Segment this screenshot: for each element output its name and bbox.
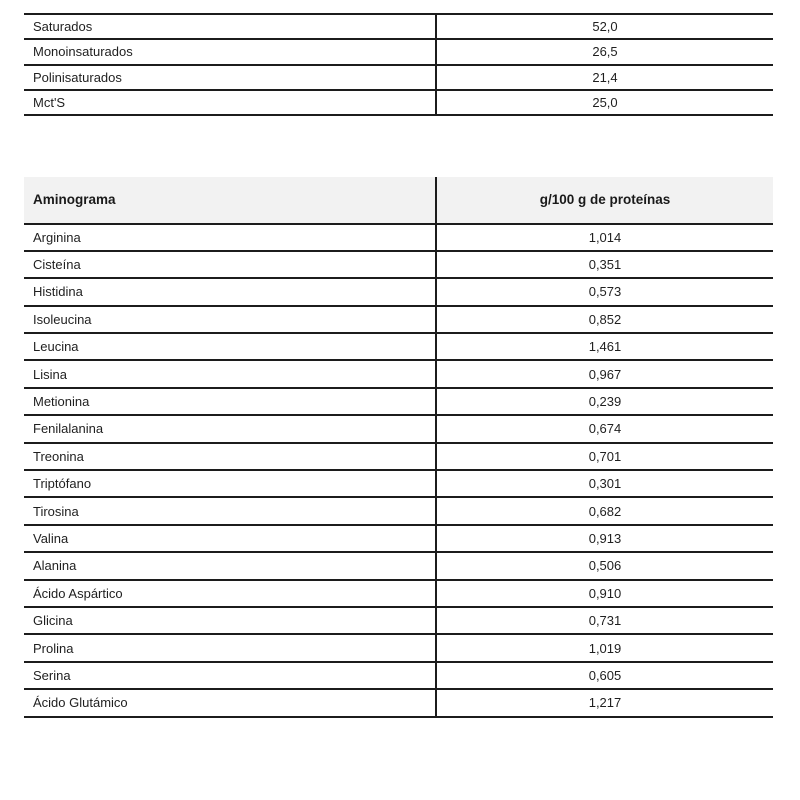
lipid-fraction-label-cell: Saturados (24, 14, 436, 39)
aminogram-value-cell: 0,605 (436, 662, 773, 689)
aminogram-value-cell: 0,239 (436, 388, 773, 415)
aminogram-row (24, 224, 773, 251)
aminogram-row (24, 470, 773, 497)
aminogram-value-cell: 0,967 (436, 360, 773, 387)
aminogram-value-cell: 0,701 (436, 443, 773, 470)
aminogram-value-cell: 1,014 (436, 224, 773, 251)
aminogram-header-label: Aminograma (24, 177, 436, 224)
lipid-fraction-label-cell: Mct'S (24, 90, 436, 115)
lipid-fraction-row (24, 39, 773, 64)
aminogram-row (24, 552, 773, 579)
lipid-fraction-value-cell: 21,4 (436, 65, 773, 90)
aminogram-label-cell: Prolina (24, 634, 436, 661)
aminogram-body (24, 224, 773, 717)
aminogram-label-cell: Treonina (24, 443, 436, 470)
aminogram-label-cell: Alanina (24, 552, 436, 579)
aminogram-label-cell: Serina (24, 662, 436, 689)
aminogram-row (24, 689, 773, 716)
aminogram-label-cell: Tirosina (24, 497, 436, 524)
aminogram-row (24, 580, 773, 607)
aminogram-row (24, 634, 773, 661)
aminogram-header-row (24, 177, 773, 224)
aminogram-value-cell: 0,573 (436, 278, 773, 305)
aminogram-value-cell: 0,301 (436, 470, 773, 497)
aminogram-value-cell: 0,674 (436, 415, 773, 442)
aminogram-table (24, 177, 773, 718)
aminogram-row (24, 333, 773, 360)
lipid-fraction-value-cell: 25,0 (436, 90, 773, 115)
aminogram-value-cell: 0,852 (436, 306, 773, 333)
aminogram-header-unit: g/100 g de proteínas (436, 177, 773, 224)
aminogram-value-cell: 1,461 (436, 333, 773, 360)
aminogram-row (24, 306, 773, 333)
aminogram-header (24, 177, 773, 224)
aminogram-value-cell: 1,217 (436, 689, 773, 716)
aminogram-value-cell: 0,506 (436, 552, 773, 579)
aminogram-label-cell: Arginina (24, 224, 436, 251)
aminogram-row (24, 251, 773, 278)
aminogram-label-cell: Lisina (24, 360, 436, 387)
aminogram-row (24, 388, 773, 415)
lipid-fraction-row (24, 90, 773, 115)
lipid-fraction-row (24, 14, 773, 39)
aminogram-label-cell: Leucina (24, 333, 436, 360)
aminogram-label-cell: Fenilalanina (24, 415, 436, 442)
lipid-fraction-label-cell: Monoinsaturados (24, 39, 436, 64)
aminogram-row (24, 525, 773, 552)
aminogram-value-cell: 0,731 (436, 607, 773, 634)
aminogram-value-cell: 0,910 (436, 580, 773, 607)
aminogram-row (24, 415, 773, 442)
aminogram-value-cell: 1,019 (436, 634, 773, 661)
aminogram-row (24, 607, 773, 634)
aminogram-row (24, 443, 773, 470)
lipid-fractions-table (24, 13, 773, 116)
aminogram-row (24, 497, 773, 524)
aminogram-label-cell: Glicina (24, 607, 436, 634)
lipid-fraction-value-cell: 52,0 (436, 14, 773, 39)
aminogram-label-cell: Ácido Glutámico (24, 689, 436, 716)
lipid-fraction-label-cell: Polinisaturados (24, 65, 436, 90)
lipid-fraction-value-cell: 26,5 (436, 39, 773, 64)
aminogram-label-cell: Valina (24, 525, 436, 552)
aminogram-row (24, 360, 773, 387)
aminogram-value-cell: 0,351 (436, 251, 773, 278)
aminogram-label-cell: Metionina (24, 388, 436, 415)
aminogram-label-cell: Isoleucina (24, 306, 436, 333)
aminogram-row (24, 278, 773, 305)
aminogram-value-cell: 0,682 (436, 497, 773, 524)
aminogram-value-cell: 0,913 (436, 525, 773, 552)
aminogram-label-cell: Cisteína (24, 251, 436, 278)
aminogram-label-cell: Triptófano (24, 470, 436, 497)
lipid-fractions-body (24, 14, 773, 115)
aminogram-label-cell: Histidina (24, 278, 436, 305)
lipid-fraction-row (24, 65, 773, 90)
aminogram-label-cell: Ácido Aspártico (24, 580, 436, 607)
aminogram-row (24, 662, 773, 689)
